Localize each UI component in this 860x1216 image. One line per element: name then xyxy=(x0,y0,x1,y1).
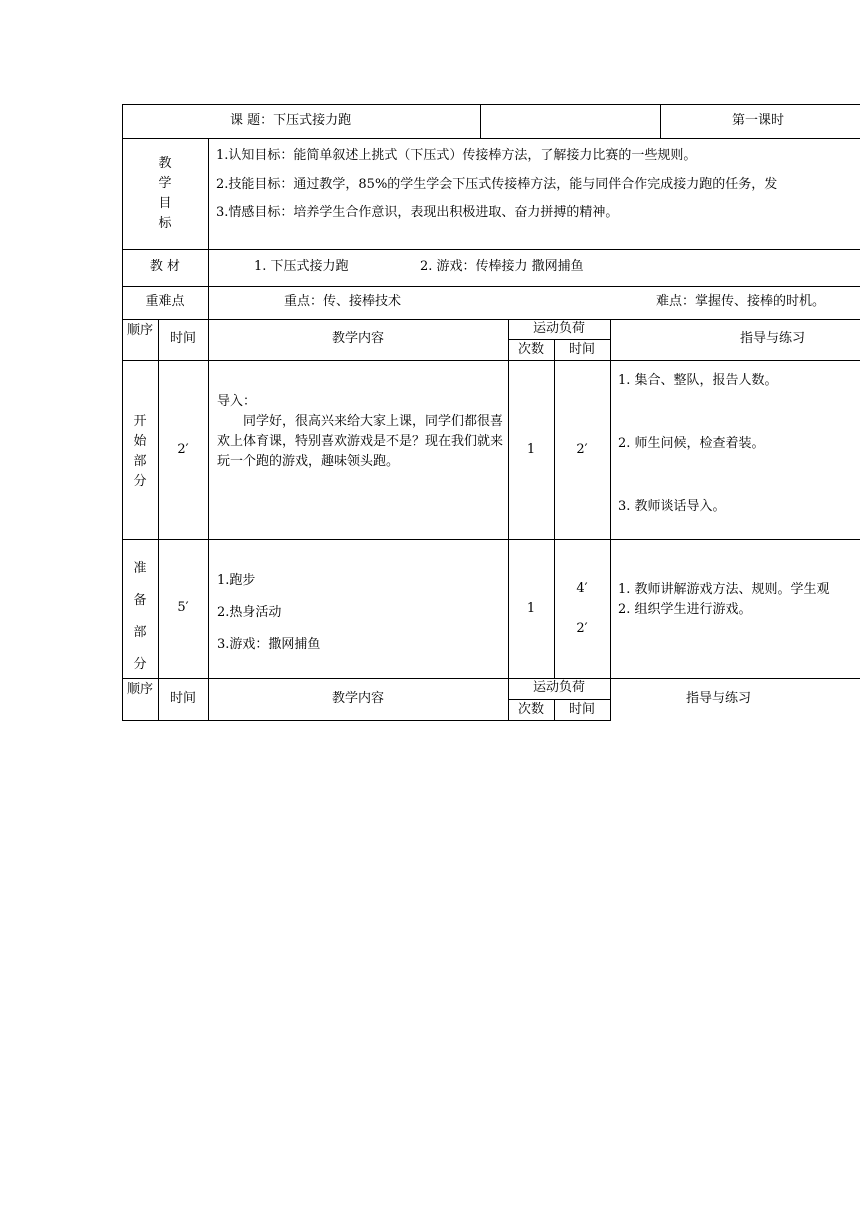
opening-guide-item: 1. 集合、整队，报告人数。 xyxy=(618,373,778,388)
column-load-time: 时间 xyxy=(568,342,595,357)
column-content: 教学内容 xyxy=(331,331,384,346)
column-time: 时间 xyxy=(169,331,196,346)
objectives-row xyxy=(122,138,860,249)
objectives-label-char: 学 xyxy=(158,176,172,191)
preparation-content-item: 3.游戏：撒网捕鱼 xyxy=(217,637,321,652)
column-load-count: 次数 xyxy=(517,342,544,357)
preparation-label-char: 分 xyxy=(133,657,147,672)
column-load-time: 时间 xyxy=(568,702,595,717)
table-header-row xyxy=(122,319,860,360)
table-header-row-repeat xyxy=(122,678,860,721)
objectives-label-char: 标 xyxy=(158,216,172,231)
column-content: 教学内容 xyxy=(331,691,384,706)
materials-label: 教 材 xyxy=(149,259,181,274)
preparation-guide-item: 2. 组织学生进行游戏。 xyxy=(618,602,752,617)
column-guide: 指导与练习 xyxy=(686,691,752,706)
opening-label-char: 部 xyxy=(133,454,147,469)
column-load: 运动负荷 xyxy=(532,680,585,695)
objective-skill: 2.技能目标：通过教学，85%的学生学会下压式传接棒方法，能与同伴合作完成接力跑的任务，发 xyxy=(216,177,778,192)
preparation-label-char: 准 xyxy=(133,561,147,576)
materials-row xyxy=(122,249,860,286)
column-guide: 指导与练习 xyxy=(740,331,806,346)
column-order: 顺序 xyxy=(126,682,153,697)
opening-section-row xyxy=(122,360,860,539)
preparation-count: 1 xyxy=(526,601,536,616)
opening-label-char: 开 xyxy=(133,414,147,429)
opening-label-char: 始 xyxy=(133,434,147,449)
preparation-label xyxy=(122,553,158,681)
materials-item-relay: 1. 下压式接力跑 xyxy=(254,259,349,274)
header-row xyxy=(122,104,860,138)
key-point: 重点：传、接棒技术 xyxy=(284,294,402,309)
objectives-label-char: 教 xyxy=(158,156,172,171)
lesson-period: 第一课时 xyxy=(732,113,785,128)
opening-time: 2′ xyxy=(177,442,189,457)
opening-count: 1 xyxy=(526,442,536,457)
opening-label xyxy=(122,412,158,492)
objectives-label-char: 目 xyxy=(158,196,172,211)
preparation-label-char: 备 xyxy=(133,593,147,608)
key-points-label: 重难点 xyxy=(145,294,185,309)
objective-affective: 3.情感目标：培养学生合作意识，表现出积极进取、奋力拼搏的精神。 xyxy=(216,205,619,220)
opening-content-body: 同学好，很高兴来给大家上课，同学们都很喜欢上体育课，特别喜欢游戏是不是？现在我们就来玩一个跑的游戏，趣味领头跑。 xyxy=(217,414,504,469)
preparation-guide-item: 1. 教师讲解游戏方法、规则。学生观 xyxy=(618,582,830,597)
lesson-topic: 课 题：下压式接力跑 xyxy=(230,113,352,128)
opening-content-title: 导入： xyxy=(217,394,257,409)
objective-cognitive: 1.认知目标：能简单叙述上挑式（下压式）传接棒方法，了解接力比赛的一些规则。 xyxy=(216,148,697,163)
column-order: 顺序 xyxy=(126,323,153,338)
key-points-row xyxy=(122,286,860,319)
preparation-label-char: 部 xyxy=(133,625,147,640)
preparation-load-time: 4′ xyxy=(576,581,588,596)
column-time: 时间 xyxy=(169,691,196,706)
preparation-section-row xyxy=(122,539,860,678)
preparation-time: 5′ xyxy=(177,600,189,615)
preparation-load-time: 2′ xyxy=(576,621,588,636)
column-load: 运动负荷 xyxy=(532,321,585,336)
preparation-content-item: 2.热身活动 xyxy=(217,605,282,620)
difficult-point: 难点：掌握传、接棒的时机。 xyxy=(656,294,826,309)
objectives-label xyxy=(122,154,208,234)
opening-guide-item: 2. 师生问候，检查着装。 xyxy=(618,436,765,451)
opening-load-time: 2′ xyxy=(576,442,588,457)
opening-guide-item: 3. 教师谈话导入。 xyxy=(618,499,726,514)
preparation-content-item: 1.跑步 xyxy=(217,573,256,588)
materials-item-game: 2. 游戏：传棒接力 撒网捕鱼 xyxy=(420,259,584,274)
opening-label-char: 分 xyxy=(133,474,147,489)
column-load-count: 次数 xyxy=(517,702,544,717)
